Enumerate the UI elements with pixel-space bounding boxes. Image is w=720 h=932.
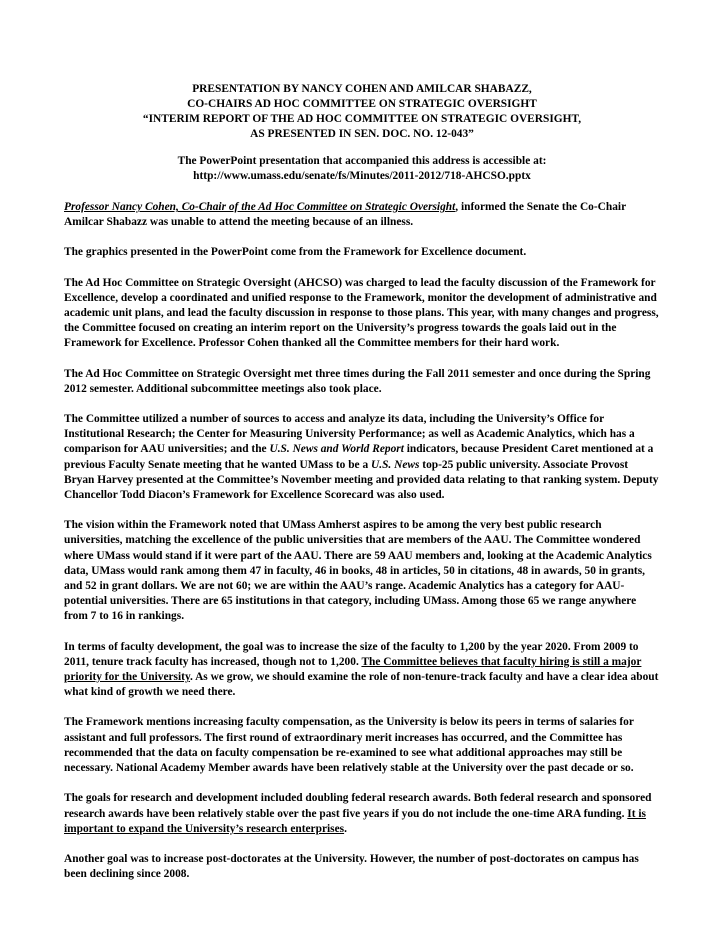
heading-line-3: “INTERIM REPORT OF THE AD HOC COMMITTEE ON STRATEGIC OVERSIGHT,	[142, 113, 582, 125]
paragraph-research-development: The goals for research and development included doubling federal research awards. Both federal research and sponsored research awards have been relatively stable over the past five years if you do not include the one-time ARA funding. It is important to expand the University’s research enterprises.	[64, 792, 652, 835]
paragraph-meetings: The Ad Hoc Committee on Strategic Oversight met three times during the Fall 2011 semester and once during the Spring 2012 semester. Additional subcommittee meetings also took place.	[64, 367, 651, 395]
document-heading	[64, 82, 660, 142]
paragraph-speaker-intro	[64, 200, 660, 230]
paragraph-faculty-development: In terms of faculty development, the goal was to increase the size of the faculty to 1,200 by the year 2020. From 2009 to 2011, tenure track faculty has increased, though not to 1,200. The Committee believes that faculty hiring is still a major priority for the University. As we grow, we should examine the role of non-tenure-track faculty and have a clear idea about what kind of growth we need there.	[64, 640, 659, 699]
speaker-intro-text: , informed the Senate the Co-Chair Amilcar Shabazz was unable to attend the meeting because of an illness.	[64, 201, 626, 229]
paragraph-aau-vision: The vision within the Framework noted that UMass Amherst aspires to be among the very best public research universities, matching the excellence of the public universities that are members of the AAU. The Committee wondered where UMass would stand if it were part of the AAU. There are 59 AAU members and, looking at the Academic Analytics data, UMass would rank among them 47 in faculty, 46 in books, 48 in articles, 50 in citations, 48 in awards, 50 in grants, and 52 in grant dollars. We are not 60; we are within the AAU’s range. Academic Analytics has a category for AAU-potential universities. There are 65 institutions in that category, including UMass. Among those 65 we range anywhere from 7 to 16 in rankings.	[64, 519, 652, 623]
heading-line-2: CO-CHAIRS AD HOC COMMITTEE ON STRATEGIC OVERSIGHT	[187, 98, 537, 110]
paragraph-faculty-compensation: The Framework mentions increasing faculty compensation, as the University is below its peers in terms of salaries for assistant and full professors. The first round of extraordinary merit increases has occurred, and the Committee has recommended that the data on faculty compensation be re-examined to see what additional approaches may still be necessary. National Academy Member awards have been relatively stable at the University over the past decade or so.	[64, 716, 634, 775]
publication-title: U.S. News and World Report	[269, 443, 404, 456]
paragraph-post-doctorates: Another goal was to increase post-doctorates at the University. However, the number of post-doctorates on campus has been declining since 2008.	[64, 852, 639, 881]
publication-short-title: U.S. News	[371, 458, 420, 471]
paragraph-committee-charge: The Ad Hoc Committee on Strategic Oversight (AHCSO) was charged to lead the faculty discussion of the Framework for Excellence, develop a coordinated and unified response to the Framework, monitor the development of administrative and academic unit plans, and lead the faculty discussion in response to those plans. This year, with many changes and progress, the Committee focused on creating an interim report on the University’s progress towards the goals laid out in the Framework for Excellence. Professor Cohen thanked all the Committee members for their hard work.	[64, 276, 659, 350]
research-enterprise-emphasis: It is important to expand the University’s research enterprises	[64, 807, 646, 835]
presentation-access-note	[64, 154, 660, 184]
paragraph-data-sources: The Committee utilized a number of sources to access and analyze its data, including the University’s Office for Institutional Research; the Center for Measuring University Performance; as well as Academic Analytics, which has a comparison for AAU universities; and the U.S. News and World Report indicators, because President Caret mentioned at a previous Faculty Senate meeting that he wanted UMass to be a U.S. News top-25 public university. Associate Provost Bryan Harvey presented at the Committee’s November meeting and provided data relating to that ranking system. Deputy Chancellor Todd Diacon’s Framework for Excellence Scorecard was also used.	[64, 413, 659, 502]
speaker-name: Professor Nancy Cohen, Co-Chair of the Ad Hoc Committee on Strategic Oversight	[64, 201, 456, 213]
presentation-url: http://www.umass.edu/senate/fs/Minutes/2011-2012/718-AHCSO.pptx	[193, 170, 531, 182]
access-note-text: The PowerPoint presentation that accompanied this address is accessible at:	[177, 155, 547, 167]
heading-line-1: PRESENTATION BY NANCY COHEN AND AMILCAR SHABAZZ,	[192, 83, 532, 95]
paragraph-graphics-source: The graphics presented in the PowerPoint come from the Framework for Excellence document.	[64, 246, 527, 259]
faculty-hiring-emphasis: The Committee believes that faculty hiring is still a major priority for the University	[64, 655, 642, 684]
heading-line-4: AS PRESENTED IN SEN. DOC. NO. 12-043”	[250, 128, 474, 140]
